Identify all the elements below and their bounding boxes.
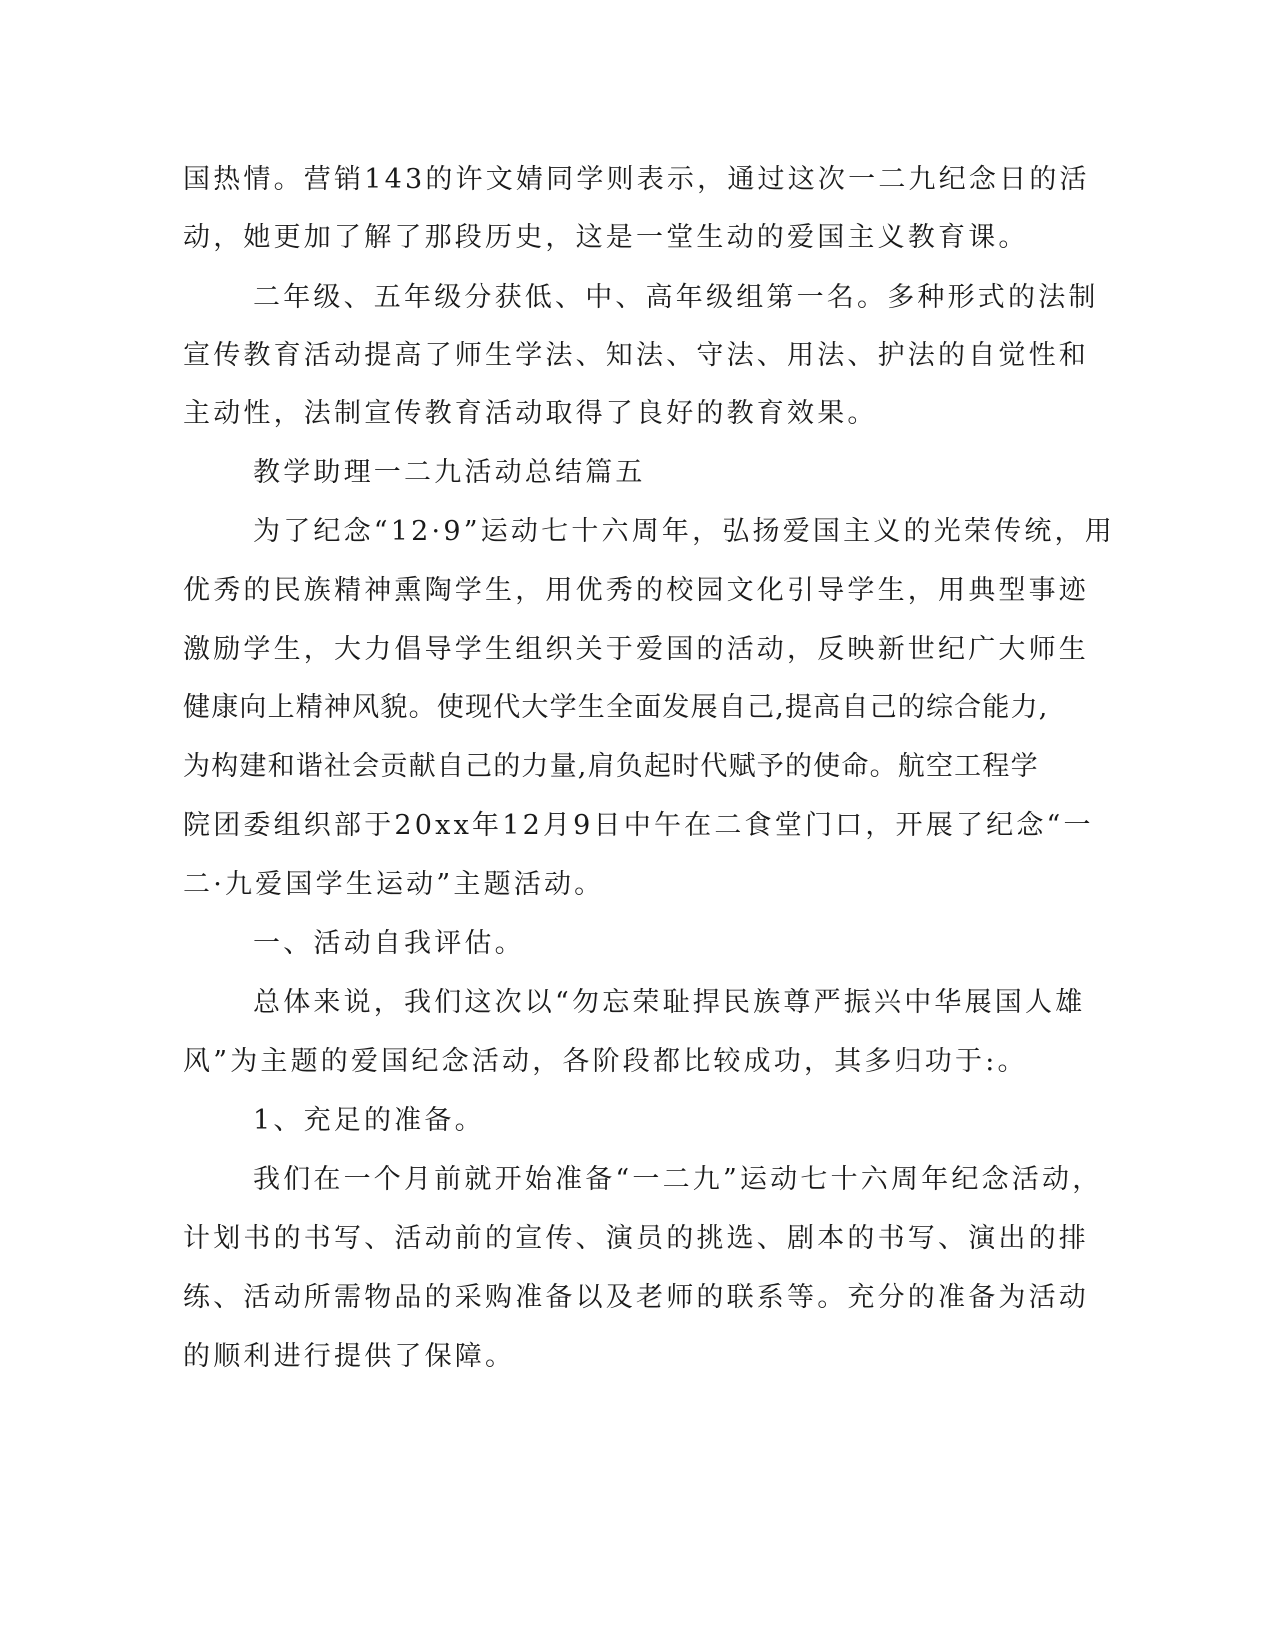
section-heading: 一、活动自我评估。 [253,928,525,959]
text-line: 二年级、五年级分获低、中、高年级组第一名。多种形式的法制 [253,282,1099,313]
text-line: 为了纪念“12·9”运动七十六周年，弘扬爱国主义的光荣传统，用 [253,516,1115,547]
text-line: 总体来说，我们这次以“勿忘荣耻捍民族尊严振兴中华展国人雄 [253,987,1086,1018]
text-line: 为构建和谐社会贡献自己的力量,肩负起时代赋予的使命。航空工程学 [183,751,1039,782]
text-line: 动，她更加了解了那段历史，这是一堂生动的爱国主义教育课。 [183,222,1029,253]
text-line: 风”为主题的爱国纪念活动，各阶段都比较成功，其多归功于:。 [183,1046,1028,1077]
text-line: 优秀的民族精神熏陶学生，用优秀的校园文化引导学生，用典型事迹 [183,575,1089,606]
text-line: 计划书的书写、活动前的宣传、演员的挑选、剧本的书写、演出的排 [183,1223,1089,1254]
text-line: 健康向上精神风貌。使现代大学生全面发展自己,提高自己的综合能力, [183,692,1049,723]
text-line: 练、活动所需物品的采购准备以及老师的联系等。充分的准备为活动 [183,1282,1089,1313]
text-line: 我们在一个月前就开始准备“一二九”运动七十六周年纪念活动， [253,1164,1103,1195]
text-line: 宣传教育活动提高了师生学法、知法、守法、用法、护法的自觉性和 [183,340,1089,371]
text-line: 院团委组织部于20xx年12月9日中午在二食堂门口，开展了纪念“一 [183,810,1094,841]
text-line: 的顺利进行提供了保障。 [183,1341,516,1372]
section-heading: 教学助理一二九活动总结篇五 [253,457,646,488]
text-line: 主动性，法制宣传教育活动取得了良好的教育效果。 [183,398,878,429]
text-line: 二·九爱国学生运动”主题活动。 [183,869,605,900]
text-line: 国热情。营销143的许文婧同学则表示，通过这次一二九纪念日的活 [183,164,1090,195]
text-line: 激励学生，大力倡导学生组织关于爱国的活动，反映新世纪广大师生 [183,634,1089,665]
section-heading: 1、充足的准备。 [253,1105,485,1136]
